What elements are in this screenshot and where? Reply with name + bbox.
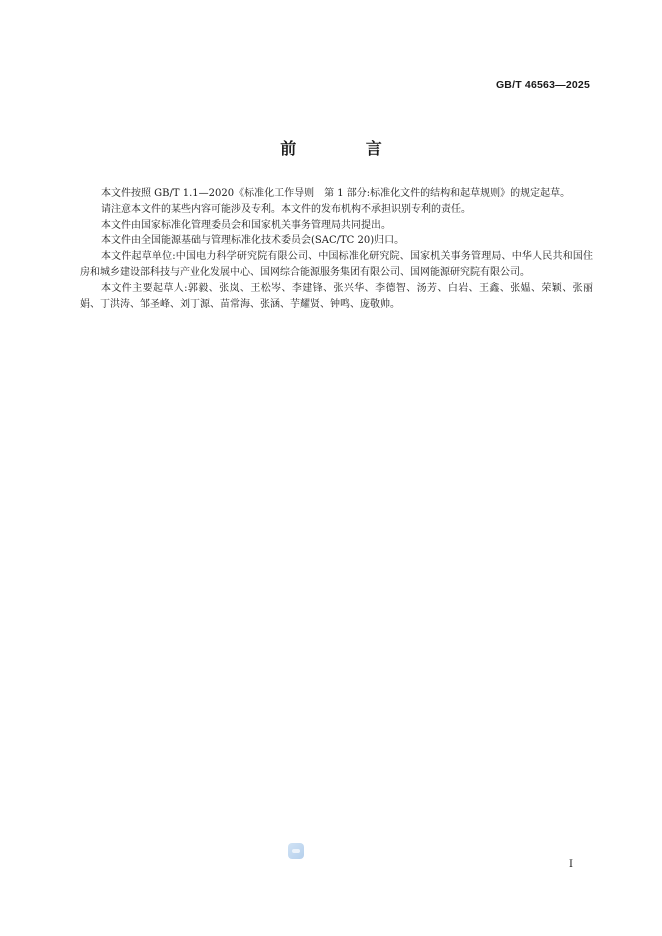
page-title: 前 言 <box>280 139 414 158</box>
paragraph-drafting-rules: 本文件按照 GB/T 1.1—2020《标准化工作导则 第 1 部分:标准化文件的结构和起草规则》的规定起草。 <box>101 188 571 199</box>
paragraph-proposer: 本文件由国家标准化管理委员会和国家机关事务管理局共同提出。 <box>101 219 391 231</box>
document-code: GB/T 46563—2025 <box>495 79 590 91</box>
watermark-logo-icon <box>288 843 304 859</box>
paragraph-drafting-units: 本文件起草单位:中国电力科学研究院有限公司、中国标准化研究院、国家机关事务管理局、中华人民共和国住房和城乡建设部科技与产业化发展中心、国网综合能源服务集团有限公司、国网能源研究院有限公司。 <box>80 251 593 278</box>
paragraph-patent-notice: 请注意本文件的某些内容可能涉及专利。本文件的发布机构不承担识别专利的责任。 <box>101 203 471 215</box>
page-number: I <box>569 859 573 870</box>
foreword-body <box>80 186 593 312</box>
paragraph-committee: 本文件由全国能源基础与管理标准化技术委员会(SAC/TC 20)归口。 <box>101 235 405 247</box>
paragraph-drafters: 本文件主要起草人:郭毅、张岚、王松岑、李建锋、张兴华、李德智、汤芳、白岩、王鑫、张媪、荣颖、张丽娟、丁洪涛、邹圣峰、刘丁源、苗常海、张涵、芋耀贤、钟鸣、庞敬帅。 <box>80 282 593 310</box>
